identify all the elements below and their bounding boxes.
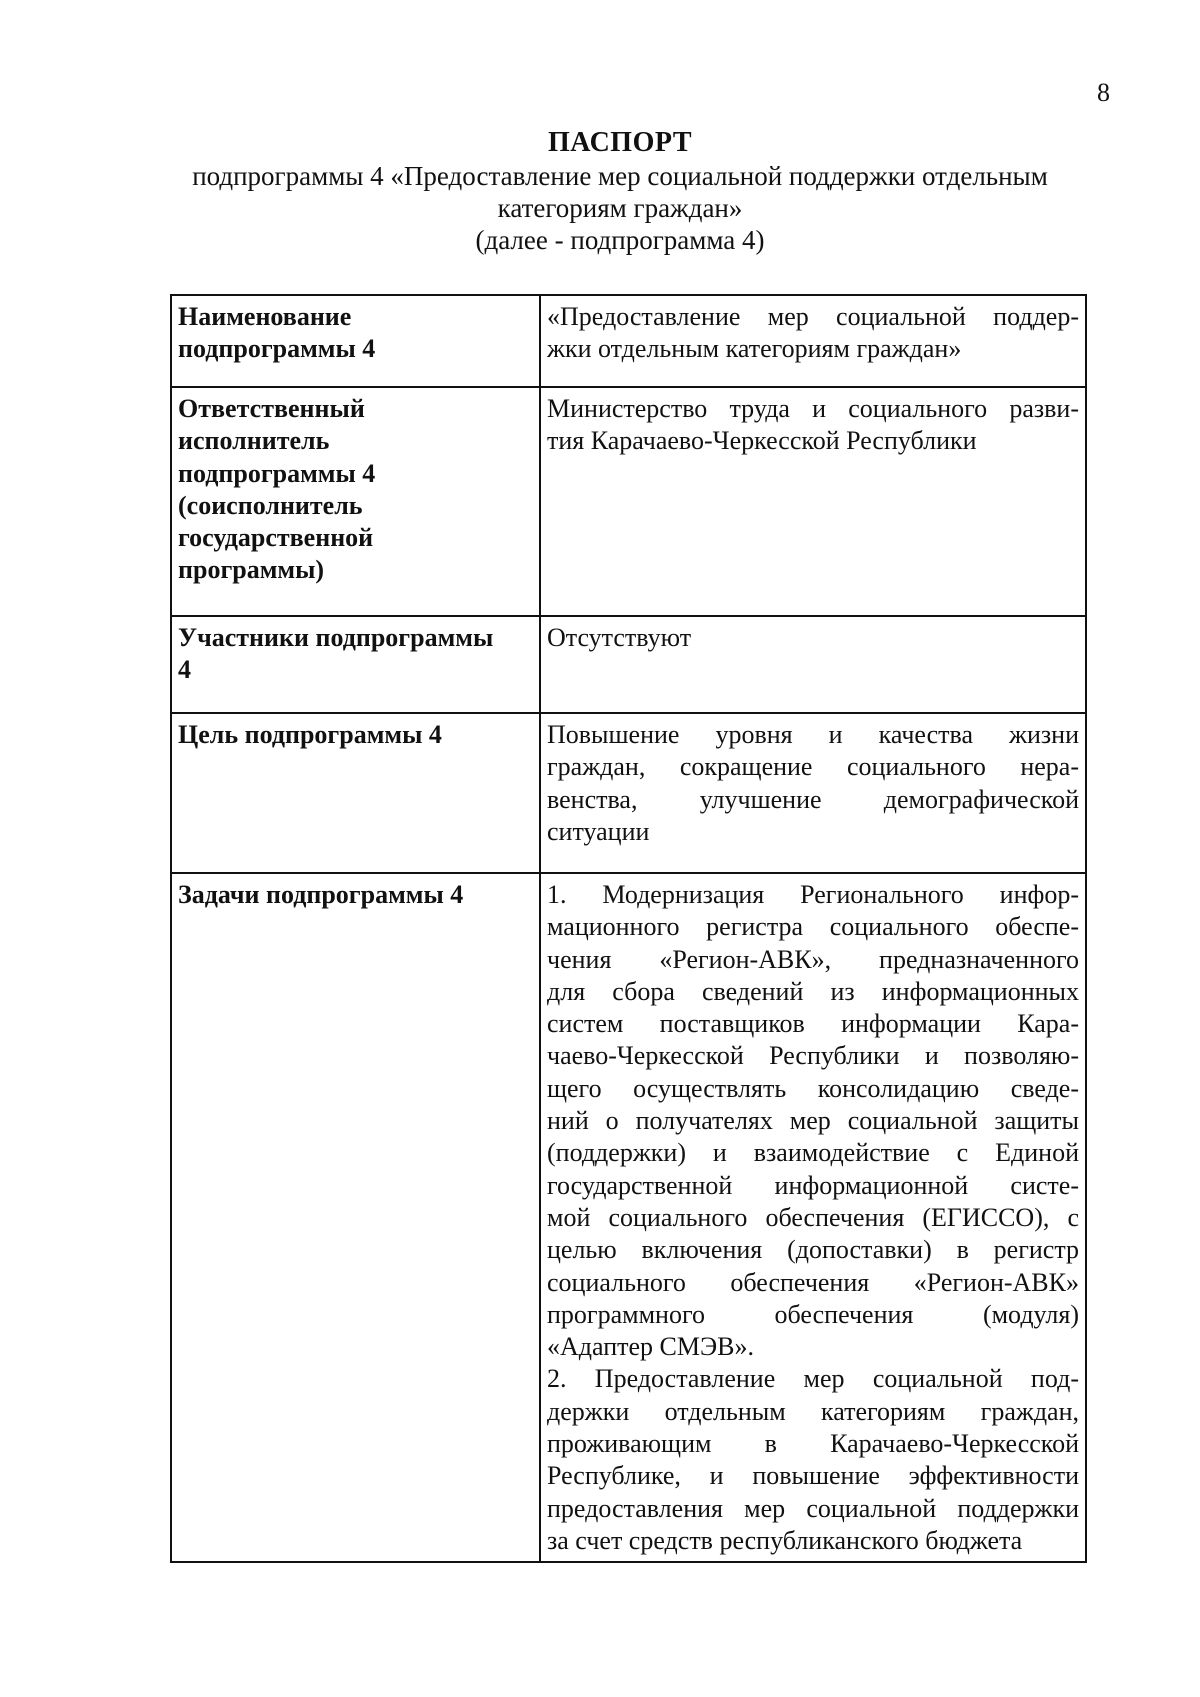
value-line: держки отдельным категориям граждан, [547,1396,1079,1426]
value-line: жки отдельным категориям граждан» [547,334,962,364]
value-line: Повышение уровня и качества жизни [547,720,1079,749]
label-line: Участники подпрограммы [178,623,494,652]
document-subtitle-line-2: категориям граждан» [497,193,743,223]
heading-block [120,126,1120,256]
table-row-goal [171,713,1086,873]
label-line: подпрограммы 4 [178,334,376,364]
value-line: предоставления мер социальной поддержки [547,1493,1079,1523]
value-line: для сбора сведений из информационных [547,976,1079,1006]
document-note: (далее - подпрограмма 4) [475,225,765,255]
row-label-name [171,295,540,387]
value-line: за счет средств республиканского бюджета [547,1525,1023,1555]
table-row-tasks [171,873,1086,1562]
label-line: государственной [178,523,374,553]
label-line: Задачи подпрограммы 4 [178,880,464,909]
label-line: Наименование [178,302,352,331]
label-line: 4 [178,655,191,685]
label-line: Ответственный [178,394,365,423]
label-line: (соисполнитель [178,490,363,520]
row-label-tasks [171,873,540,1562]
table-row-responsible [171,387,1086,616]
value-line: систем поставщиков информации Кара- [547,1009,1079,1039]
passport-table [170,294,1087,1563]
value-line: Министерство труда и социального разви- [547,394,1079,423]
value-line: Республике, и повышение эффективности [547,1461,1079,1491]
row-value-tasks [540,873,1086,1562]
value-line: ний о получателях мер социальной защиты [547,1106,1079,1136]
value-line: 2. Предоставление мер социальной под- [547,1364,1079,1394]
value-line: проживающим в Карачаево-Черкесской [547,1429,1079,1459]
value-line: «Адаптер СМЭВ». [547,1332,754,1362]
row-value-goal [540,713,1086,873]
label-line: Цель подпрограммы 4 [178,720,442,749]
document-subtitle-line-1: подпрограммы 4 «Предоставление мер социальной поддержки отдельным [192,161,1048,191]
value-line: 1. Модернизация Регионального инфор- [547,880,1079,909]
value-line: Отсутствуют [547,623,692,652]
table-row-participants [171,616,1086,713]
value-line: социального обеспечения «Регион-АВК» [547,1267,1079,1297]
value-line: государственной информационной систе- [547,1170,1079,1200]
value-line: граждан, сокращение социального нера- [547,752,1079,782]
value-line: мой социального обеспечения (ЕГИССО), с [547,1202,1079,1232]
value-line: (поддержки) и взаимодействие с Единой [547,1138,1079,1168]
row-value-participants [540,616,1086,713]
document-title: ПАСПОРТ [547,127,692,158]
value-line: чения «Регион-АВК», предназначенного [547,944,1079,974]
value-line: венства, улучшение демографической [547,784,1079,814]
value-line: ситуации [547,816,650,846]
label-line: программы) [178,555,325,585]
page-number: 8 [1097,78,1110,107]
value-line: чаево-Черкесской Республики и позволяю- [547,1041,1079,1071]
value-line: мационного регистра социального обеспе- [547,912,1079,942]
value-line: щего осуществлять консолидацию сведе- [547,1073,1079,1103]
row-label-goal [171,713,540,873]
label-line: подпрограммы 4 [178,458,376,488]
row-value-name [540,295,1086,387]
value-line: тия Карачаево-Черкесской Республики [547,426,977,456]
label-line: исполнитель [178,426,330,456]
table-row-name [171,295,1086,387]
value-line: программного обеспечения (модуля) [547,1299,1079,1329]
value-line: целью включения (допоставки) в регистр [547,1235,1079,1265]
row-label-responsible [171,387,540,616]
row-label-participants [171,616,540,713]
value-line: «Предоставление мер социальной поддер- [547,302,1079,331]
row-value-responsible [540,387,1086,616]
